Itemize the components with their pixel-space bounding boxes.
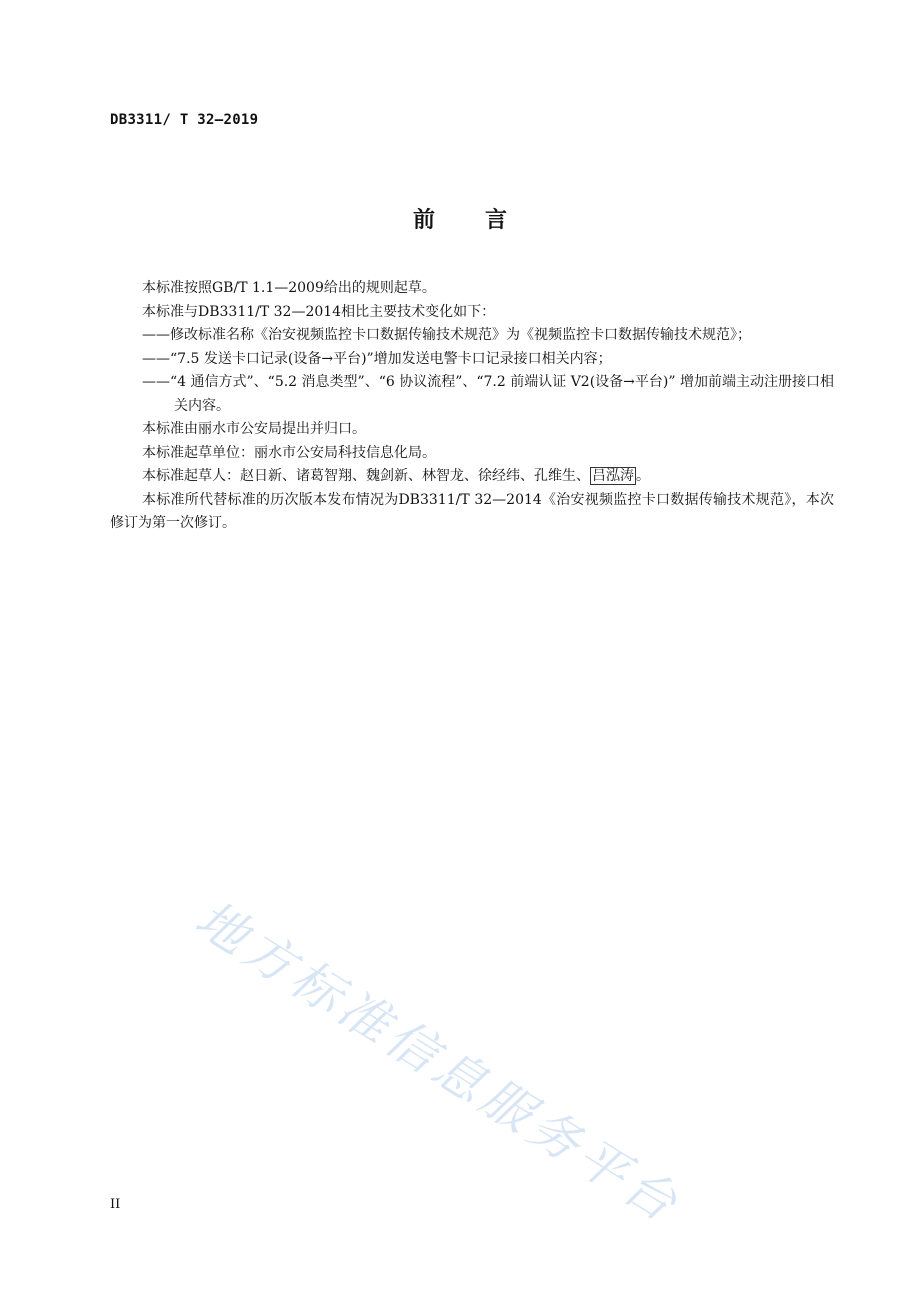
page-number: II xyxy=(110,1197,121,1212)
change-item-2: ——“7.5 发送卡口记录(设备→平台)”增加发送电警卡口记录接口相关内容； xyxy=(142,350,612,367)
drafters-end: 。 xyxy=(636,468,650,484)
drafters-list: 本标准起草人：赵日新、诸葛智翔、魏剑新、林智龙、徐经纬、孔维生、 xyxy=(142,468,590,484)
change-item-3: ——“4 通信方式”、“5.2 消息类型”、“6 协议流程”、“7.2 前端认证 V2(设备→平台)” 增加前端主动注册接口相关内容。 xyxy=(142,374,834,414)
title-char-1: 前 xyxy=(412,208,435,233)
page-title xyxy=(0,203,920,234)
paragraph-drafters xyxy=(110,465,834,489)
change-item-1: ——修改标准名称《治安视频监控卡口数据传输技术规范》为《视频监控卡口数据传输技术规范》； xyxy=(142,327,751,343)
title-char-2: 言 xyxy=(485,208,508,233)
paragraph-version-history: 本标准所代替标准的历次版本发布情况为DB3311/T 32—2014《治安视频监控卡口数据传输技术规范》，本次修订为第一次修订。 xyxy=(110,491,834,531)
drafter-boxed-name: 吕泓涛 xyxy=(592,468,634,484)
watermark: 地方标准信息服务平台 xyxy=(185,889,692,1236)
foreword-body xyxy=(110,277,834,536)
standard-code: DB3311/ T 32—2019 xyxy=(110,112,259,128)
paragraph-proposer: 本标准由丽水市公安局提出并归口。 xyxy=(142,421,366,437)
paragraph-drafting-rules: 本标准按照GB/T 1.1—2009给出的规则起草。 xyxy=(142,280,436,296)
paragraph-drafting-unit: 本标准起草单位：丽水市公安局科技信息化局。 xyxy=(142,444,436,461)
paragraph-changes-intro: 本标准与DB3311/T 32—2014相比主要技术变化如下： xyxy=(142,303,496,320)
